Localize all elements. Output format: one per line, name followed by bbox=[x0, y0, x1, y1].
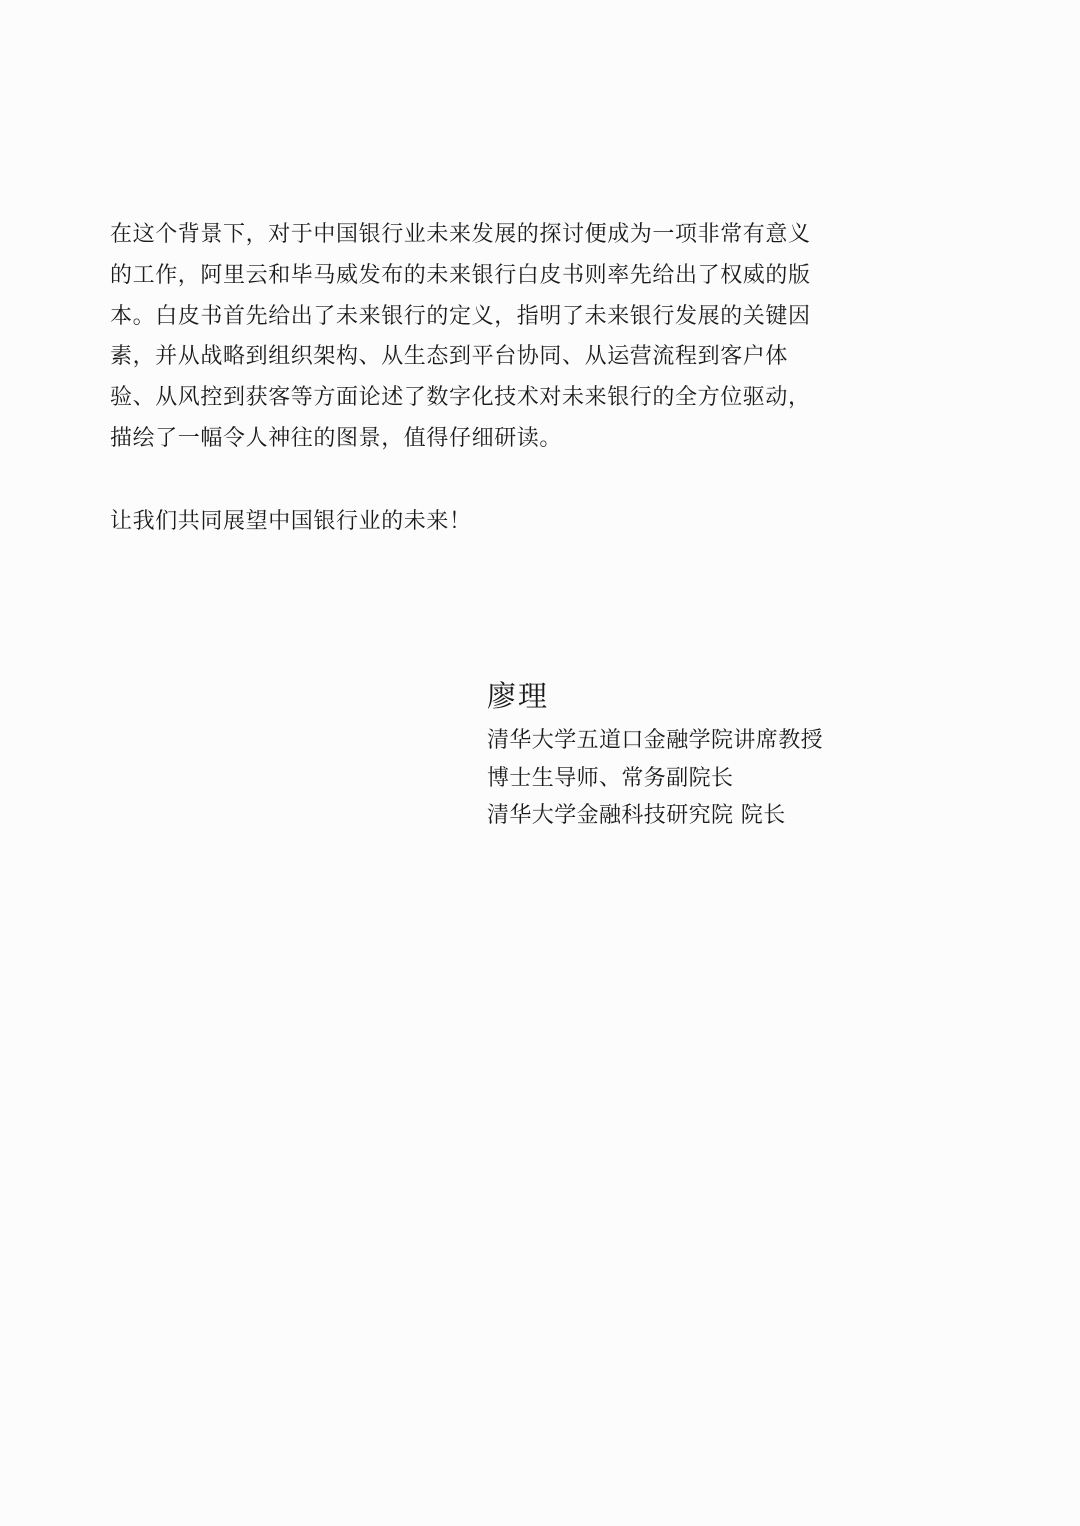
author-title-line: 清华大学金融科技研究院 院长 bbox=[487, 803, 786, 828]
body-line: 验、从风控到获客等方面论述了数字化技术对未来银行的全方位驱动， bbox=[110, 385, 811, 411]
closing-sentence: 让我们共同展望中国银行业的未来！ bbox=[110, 509, 472, 534]
author-titles bbox=[487, 722, 907, 835]
signature-block bbox=[487, 672, 907, 835]
body-paragraph bbox=[110, 215, 850, 460]
author-title-line: 清华大学五道口金融学院讲席教授 bbox=[487, 728, 824, 753]
body-line: 本。白皮书首先给出了未来银行的定义，指明了未来银行发展的关键因 bbox=[110, 303, 811, 329]
body-line: 在这个背景下，对于中国银行业未来发展的探讨便成为一项非常有意义 bbox=[110, 222, 811, 247]
body-line: 素，并从战略到组织架构、从生态到平台协同、从运营流程到客户体 bbox=[110, 344, 789, 370]
author-title-line: 博士生导师、常务副院长 bbox=[487, 765, 734, 791]
author-name: 廖理 bbox=[487, 679, 550, 713]
body-line: 描绘了一幅令人神往的图景，值得仔细研读。 bbox=[110, 425, 563, 451]
body-line: 的工作，阿里云和毕马威发布的未来银行白皮书则率先给出了权威的版 bbox=[110, 262, 811, 288]
